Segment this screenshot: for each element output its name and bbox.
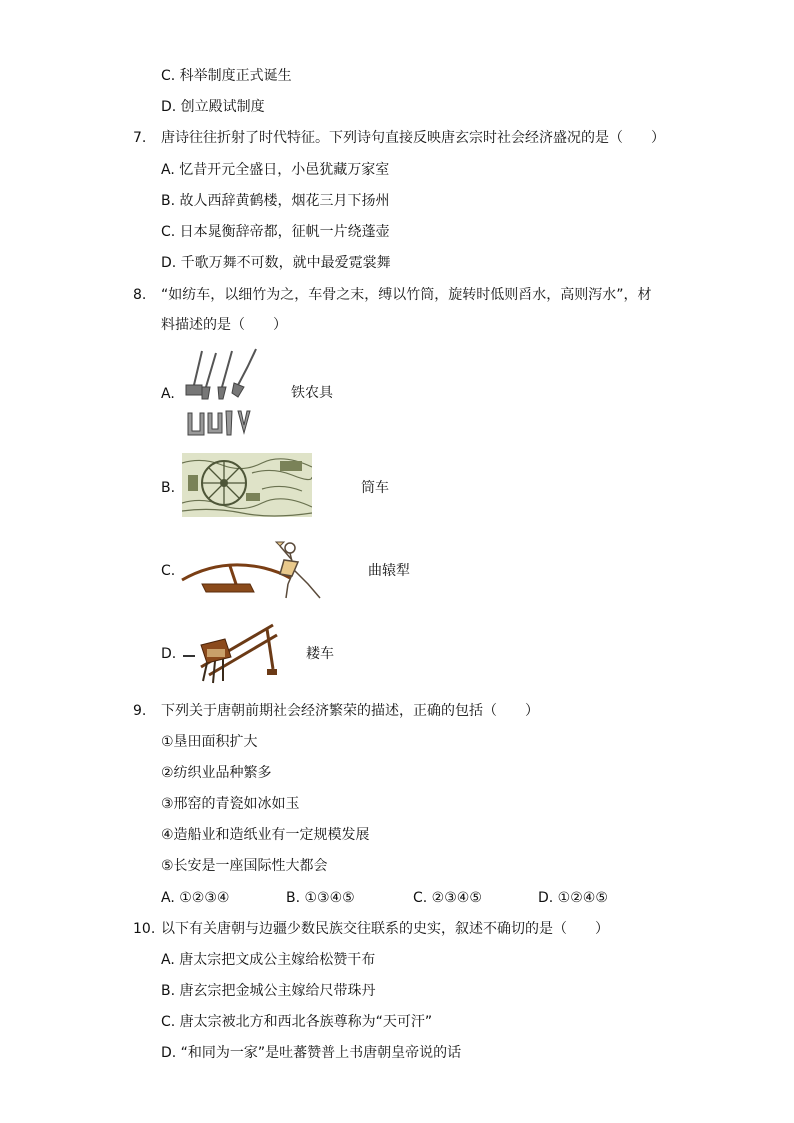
seed-drill-icon	[181, 621, 281, 687]
q8-stem-line1: “如纺车，以细竹为之，车骨之末，缚以竹筒，旋转时低则舀水，高则泻水”，材	[161, 287, 652, 303]
q8-option-c-text: 曲辕犁	[368, 563, 410, 579]
q8-option-a-text: 铁农具	[291, 385, 333, 401]
q8-option-b-text: 筒车	[361, 480, 389, 496]
q7-option-b: B. 故人西辞黄鹤楼，烟花三月下扬州	[161, 193, 390, 209]
q7-number: 7.	[133, 130, 147, 146]
iron-farm-tools-icon	[180, 345, 260, 437]
q7-option-a: A. 忆昔开元全盛日，小邑犹藏万家室	[161, 162, 390, 178]
q9-choice-b: B. ①③④⑤	[286, 890, 355, 906]
q8-option-b-letter: B.	[161, 480, 176, 496]
q10-option-d: D. “和同为一家”是吐蕃赞普上书唐朝皇帝说的话	[161, 1045, 462, 1061]
q9-item-5: ⑤长安是一座国际性大都会	[161, 858, 328, 874]
q10-number: 10.	[133, 921, 156, 937]
q7-option-c: C. 日本晁衡辞帝都，征帆一片绕蓬壶	[161, 224, 390, 240]
q9-item-3: ③邢窑的青瓷如冰如玉	[161, 796, 300, 812]
curved-shaft-plow-icon	[180, 540, 328, 602]
q9-choice-c: C. ②③④⑤	[413, 890, 482, 906]
q10-option-a: A. 唐太宗把文成公主嫁给松赞干布	[161, 952, 376, 968]
q10-option-b: B. 唐玄宗把金城公主嫁给尺带珠丹	[161, 983, 376, 999]
q9-choice-a: A. ①②③④	[161, 890, 230, 906]
q9-stem: 下列关于唐朝前期社会经济繁荣的描述，正确的包括（ ）	[161, 703, 539, 719]
q6-option-d: D. 创立殿试制度	[161, 99, 265, 115]
q9-number: 9.	[133, 703, 147, 719]
q10-stem: 以下有关唐朝与边疆少数民族交往联系的史实，叙述不确切的是（ ）	[161, 921, 609, 937]
q8-stem-line2: 料描述的是（ ）	[161, 317, 287, 333]
q9-item-4: ④造船业和造纸业有一定规模发展	[161, 827, 370, 843]
q6-option-c: C. 科举制度正式诞生	[161, 68, 292, 84]
q9-item-2: ②纺织业品种繁多	[161, 765, 272, 781]
q8-option-d-text: 耧车	[306, 646, 334, 662]
q7-option-d: D. 千歌万舞不可数，就中最爱霓裳舞	[161, 255, 391, 271]
q8-option-d-letter: D.	[161, 646, 177, 662]
q9-choice-d: D. ①②④⑤	[538, 890, 608, 906]
tube-waterwheel-icon	[182, 453, 312, 517]
q8-option-a-letter: A.	[161, 386, 175, 402]
q8-option-c-letter: C.	[161, 563, 176, 579]
q7-stem: 唐诗往往折射了时代特征。下列诗句直接反映唐玄宗时社会经济盛况的是（ ）	[161, 130, 665, 146]
q8-number: 8.	[133, 287, 147, 303]
q10-option-c: C. 唐太宗被北方和西北各族尊称为“天可汗”	[161, 1014, 433, 1030]
q9-item-1: ①垦田面积扩大	[161, 734, 258, 750]
